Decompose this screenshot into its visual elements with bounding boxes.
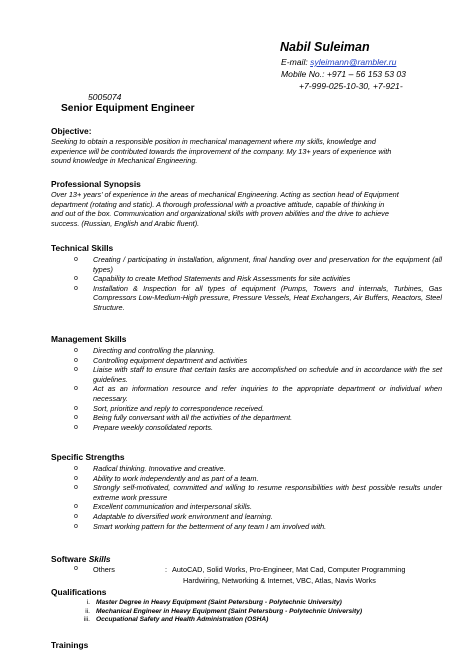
list-item: o Radical thinking. Innovative and creative. xyxy=(74,464,226,473)
list-item: o Smart working pattern for the betterment of any team I am involved with. xyxy=(74,521,327,531)
list-number: ii. xyxy=(85,607,90,615)
software-heading: Software Skills xyxy=(51,554,111,564)
list-item: o Liaise with staff to ensure that certain tasks are accomplished on schedule and in accordance with the set guidelines. xyxy=(74,365,442,384)
mobile-line-3: 5005074 xyxy=(88,92,122,102)
objective-heading: Objective: xyxy=(51,126,92,136)
list-item: o Installation & Inspection for all types of equipment (Pumps, Towers and internals, Turbines, Gas Compressors Low-Medium-High pressure, Pressure Vessels, Heat Exchangers, Air Buffers, Reactors, Steel Structure. xyxy=(74,283,442,312)
bullet-icon: o xyxy=(74,275,78,283)
synopsis-text xyxy=(51,190,443,228)
bullet-icon: o xyxy=(74,474,78,482)
management-list xyxy=(74,346,442,432)
objective-text xyxy=(51,137,443,166)
software-line-1: AutoCAD, Solid Works, Pro-Engineer, Mat Cad, Computer Programming xyxy=(172,565,406,574)
bullet-icon: o xyxy=(74,565,78,572)
synopsis-line: success. (Russian, English and Arabic fluent). xyxy=(51,218,200,228)
list-item: o Controlling equipment department and activities xyxy=(74,355,248,365)
list-item: ii. Mechanical Engineer in Heavy Equipment (Saint Petersburg - Polytechnic University) xyxy=(74,608,362,617)
bullet-icon: o xyxy=(74,356,78,364)
bullet-icon: o xyxy=(74,347,78,354)
qualifications-list xyxy=(74,599,362,625)
synopsis-line: and out of the box. Communication and organizational skills with proven abilities and the drive to achieve xyxy=(51,209,389,219)
objective-line: sound knowledge in Mechanical Engineering. xyxy=(51,156,198,166)
bullet-icon: o xyxy=(74,404,78,412)
synopsis-line: department (rotating and static). A thorough professional with a proactive attitude, capable of thinking in xyxy=(51,199,385,209)
technical-heading: Technical Skills xyxy=(51,243,114,253)
strengths-list xyxy=(74,464,442,531)
list-item: o Strongly self-motivated, committed and willing to resume responsibilities with best possible results under extreme work pressure xyxy=(74,483,442,502)
mobile-line-1: Mobile No.: +971 – 56 153 53 03 xyxy=(281,69,406,79)
list-number: i. xyxy=(86,599,90,606)
trainings-heading: Trainings xyxy=(51,640,89,650)
bullet-icon: o xyxy=(74,503,78,511)
list-item: o Sort, prioritize and reply to correspondence received. xyxy=(74,403,265,413)
objective-line: experience will be contributed towards the improvement of the company. My 13+ years of experience with xyxy=(51,146,392,156)
list-item: iii. Occupational Safety and Health Administration (OSHA) xyxy=(74,616,362,625)
bullet-icon: o xyxy=(74,512,78,520)
list-item: o Excellent communication and interpersonal skills. xyxy=(74,502,252,512)
qualifications-heading: Qualifications xyxy=(51,587,107,597)
list-item: o Capability to create Method Statements and Risk Assessments for site activities xyxy=(74,274,351,284)
list-item: o Ability to work independently and as part of a team. xyxy=(74,473,259,483)
list-number: iii. xyxy=(83,616,90,624)
bullet-icon: o xyxy=(74,423,78,431)
bullet-icon: o xyxy=(74,484,78,492)
synopsis-line: Over 13+ years' of experience in the areas of mechanical Engineering. Acting as section head of Equipment xyxy=(51,190,399,199)
email-label: E-mail: xyxy=(281,57,311,67)
bullet-icon: o xyxy=(74,465,78,472)
list-item: o Adaptable to diversified work environment and learning. xyxy=(74,511,273,521)
objective-line: Seeking to obtain a responsible position in mechanical management where my skills, knowledge and xyxy=(51,137,376,146)
management-heading: Management Skills xyxy=(51,334,127,344)
bullet-icon: o xyxy=(74,385,78,393)
job-title: Senior Equipment Engineer xyxy=(61,103,195,114)
software-colon: : xyxy=(165,565,168,574)
email-line xyxy=(281,57,396,67)
list-item: o Being fully conversant with all the activities of the department. xyxy=(74,413,293,423)
bullet-icon: o xyxy=(74,284,78,292)
list-item: o Prepare weekly consolidated reports. xyxy=(74,422,214,432)
mobile-line-2: +7-999-025-10-30, +7-921- xyxy=(299,81,403,91)
software-line-2: Hardwiring, Networking & Internet, VBC, Atlas, Navis Works xyxy=(183,576,376,585)
synopsis-heading: Professional Synopsis xyxy=(51,179,141,189)
strengths-heading: Specific Strengths xyxy=(51,452,125,462)
bullet-icon: o xyxy=(74,366,78,374)
bullet-icon: o xyxy=(74,256,78,263)
technical-list xyxy=(74,255,442,313)
bullet-icon: o xyxy=(74,522,78,530)
candidate-name: Nabil Suleiman xyxy=(280,40,370,54)
list-item: o Creating / participating in installation, alignment, final handing over and preservation for the equipment (all types) xyxy=(74,255,442,274)
software-label: Others xyxy=(93,565,115,574)
list-item: i. Master Degree in Heavy Equipment (Saint Petersburg - Polytechnic University) xyxy=(74,599,362,608)
email-link[interactable]: syleimann@rambler.ru xyxy=(310,57,397,67)
bullet-icon: o xyxy=(74,414,78,422)
list-item: o Directing and controlling the planning. xyxy=(74,346,216,355)
list-item: o Act as an information resource and refer inquiries to the appropriate department or individual when necessary. xyxy=(74,384,442,403)
